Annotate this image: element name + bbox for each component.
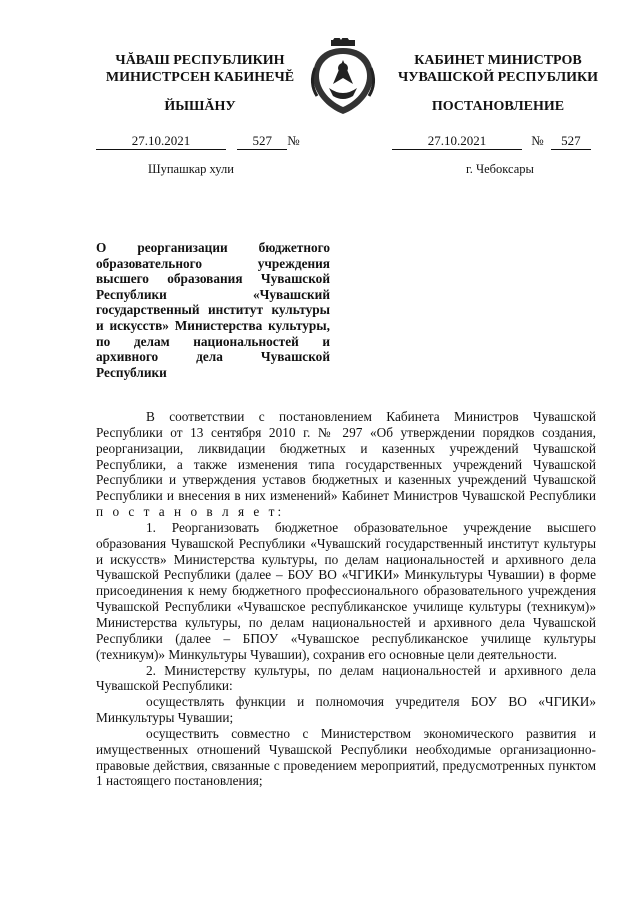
number-sign-right: № (531, 133, 544, 148)
paragraph-2b: осуществить совместно с Министерством экономического развития и имущественных отношений Чувашской Республики необходимые организационно-правовые действия, связанные с проведением мероприятий, предусмотренных пунктом 1 настоящего постановления; (96, 725, 596, 789)
header-left-line2: МИНИСТРСЕН КАБИНЕЧĔ (105, 70, 295, 85)
paragraph-2a: осуществлять функции и полномочия учредителя БОУ ВО «ЧГИКИ» Минкультуры Чувашии; (96, 694, 596, 726)
header-right (388, 52, 608, 86)
doc-type-right: ПОСТАНОВЛЕНИЕ (431, 99, 565, 114)
number-sign-left: № (287, 133, 300, 148)
preamble-text: В соответствии с постановлением Кабинета Министров Чувашской Республики от 13 сентября 2010 г. № 297 «Об утверждении порядков создания, реорганизации, ликвидации бюджетных и казенных учреждений Чувашской Республики, а также изменения типа государственных учреждений Чувашской Республики и утверждения уставов бюджетных и казенных учреждений Чувашской Республики и внесения в них изменений» Кабинет Министров Чувашской Республики (96, 409, 596, 504)
number-right: 527 (551, 133, 591, 150)
registration-left (96, 133, 300, 150)
coat-of-arms-icon (303, 38, 383, 118)
header-right-line2: ЧУВАШСКОЙ РЕСПУБЛИКИ (397, 70, 599, 85)
preamble-paragraph (96, 409, 596, 520)
paragraph-2: 2. Министерству культуры, по делам национальностей и архивного дела Чувашской Республики: (96, 662, 596, 694)
header-left (95, 52, 305, 86)
place-right: г. Чебоксары (466, 162, 534, 176)
number-left: 527 (237, 133, 287, 150)
header-left-line1: ЧĂВАШ РЕСПУБЛИКИН (115, 53, 285, 68)
place-left: Шупашкар хули (148, 162, 234, 176)
registration-right (392, 133, 591, 150)
header-right-line1: КАБИНЕТ МИНИСТРОВ (414, 53, 582, 68)
date-left: 27.10.2021 (96, 133, 226, 150)
document-body (96, 409, 596, 789)
paragraph-1: 1. Реорганизовать бюджетное образовательное учреждение высшего образования Чувашской Республики «Чувашский государственный институт культуры и искусств» Министерства культуры, по делам национальностей и архивного дела Чувашской Республики (далее – БОУ ВО «ЧГИКИ» Минкультуры Чувашии) в форме присоединения к нему бюджетного профессионального образовательного учреждения Чувашской Республики «Чувашское республиканское училище культуры (техникум)» Министерства культуры, по делам национальностей и архивного дела Чувашской Республики (далее – БПОУ «Чувашское республиканское училище культуры (техникум)» Минкультуры Чувашии), сохранив его основные цели деятельности. (96, 519, 596, 662)
resolves-word: п о с т а н о в л я е т: (96, 504, 285, 520)
doc-type-left: ЙЫШĂНУ (164, 99, 236, 114)
document-title: О реорганизации бюджетного образовательного учреждения высшего образования Чувашской Республики «Чувашский государственный институт культуры и искусств» Министерства культуры, по делам национальностей и архивного дела Чувашской Республики (96, 240, 330, 380)
date-right: 27.10.2021 (392, 133, 522, 150)
